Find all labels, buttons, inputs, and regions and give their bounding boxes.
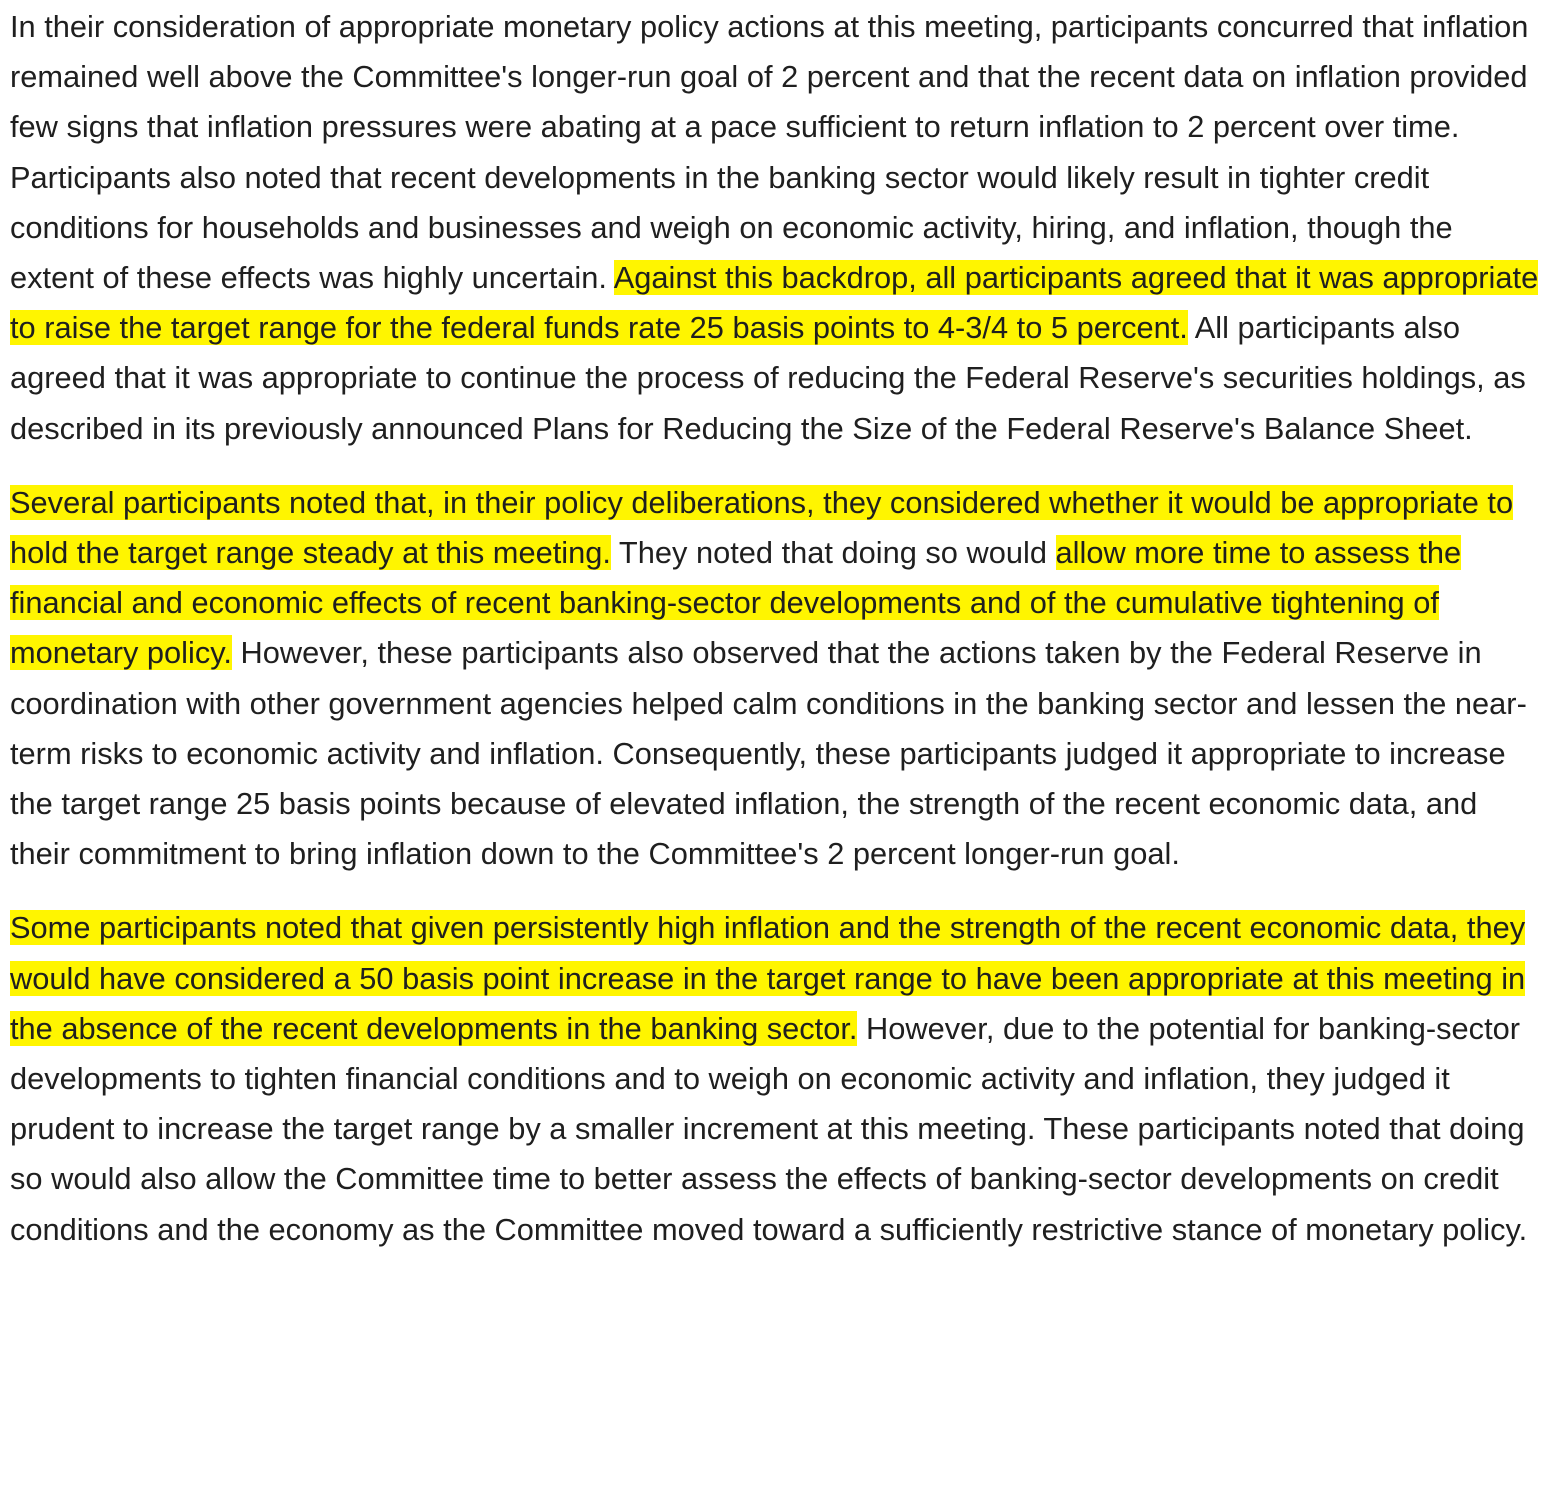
paragraph-hold-steady [10, 478, 1545, 880]
highlighted-text: Several participants noted that, in their policy deliberations, they considered whether it would be appropriate to hold the target range steady at this meeting. [10, 484, 1514, 571]
paragraph-fifty-basis-points [10, 903, 1545, 1254]
paragraph-text: They noted that doing so would [610, 535, 1056, 571]
highlighted-text: allow more time to assess the financial and economic effects of recent banking-sector developments and of the cumulative tightening of monetary policy. [10, 535, 1462, 671]
paragraph-text: All participants also agreed that it was appropriate to continue the process of reducing the Federal Reserve's securities holdings, as described in its previously announced Plans for Reducing the Size of the Federal Reserve's Balance Sheet. [10, 310, 1526, 446]
paragraph-text: In their consideration of appropriate monetary policy actions at this meeting, participants concurred that inflation remained well above the Committee's longer-run goal of 2 percent and that the recent data on inflation provided few signs that inflation pressures were abating at a pace sufficient to return inflation to 2 percent over time. Participants also noted that recent developments in the banking sector would likely result in tighter credit conditions for households and businesses and weigh on economic activity, hiring, and inflation, though the extent of these effects was highly uncertain. [10, 9, 1529, 296]
highlighted-text: Against this backdrop, all participants agreed that it was appropriate to raise the target range for the federal funds rate 25 basis points to 4-3/4 to 5 percent. [10, 260, 1539, 346]
document-body [0, 2, 1545, 1255]
highlighted-text: Some participants noted that given persistently high inflation and the strength of the recent economic data, they would have considered a 50 basis point increase in the target range to have been appropriate at this meeting in the absence of the recent developments in the banking sector. [10, 910, 1526, 1046]
paragraph-text: However, these participants also observed that the actions taken by the Federal Reserve in coordination with other government agencies helped calm conditions in the banking sector and lessen the near-term risks to economic activity and inflation. Consequently, these participants judged it appropriate to increase the target range 25 basis points because of elevated inflation, the strength of the recent economic data, and their commitment to bring inflation down to the Committee's 2 percent longer-run goal. [10, 635, 1527, 872]
paragraph-text: However, due to the potential for banking-sector developments to tighten financial conditions and to weigh on economic activity and inflation, they judged it prudent to increase the target range by a smaller increment at this meeting. These participants noted that doing so would also allow the Committee time to better assess the effects of banking-sector developments on credit conditions and the economy as the Committee moved toward a sufficiently restrictive stance of monetary policy. [10, 1010, 1528, 1247]
paragraph-policy-actions [10, 2, 1545, 454]
